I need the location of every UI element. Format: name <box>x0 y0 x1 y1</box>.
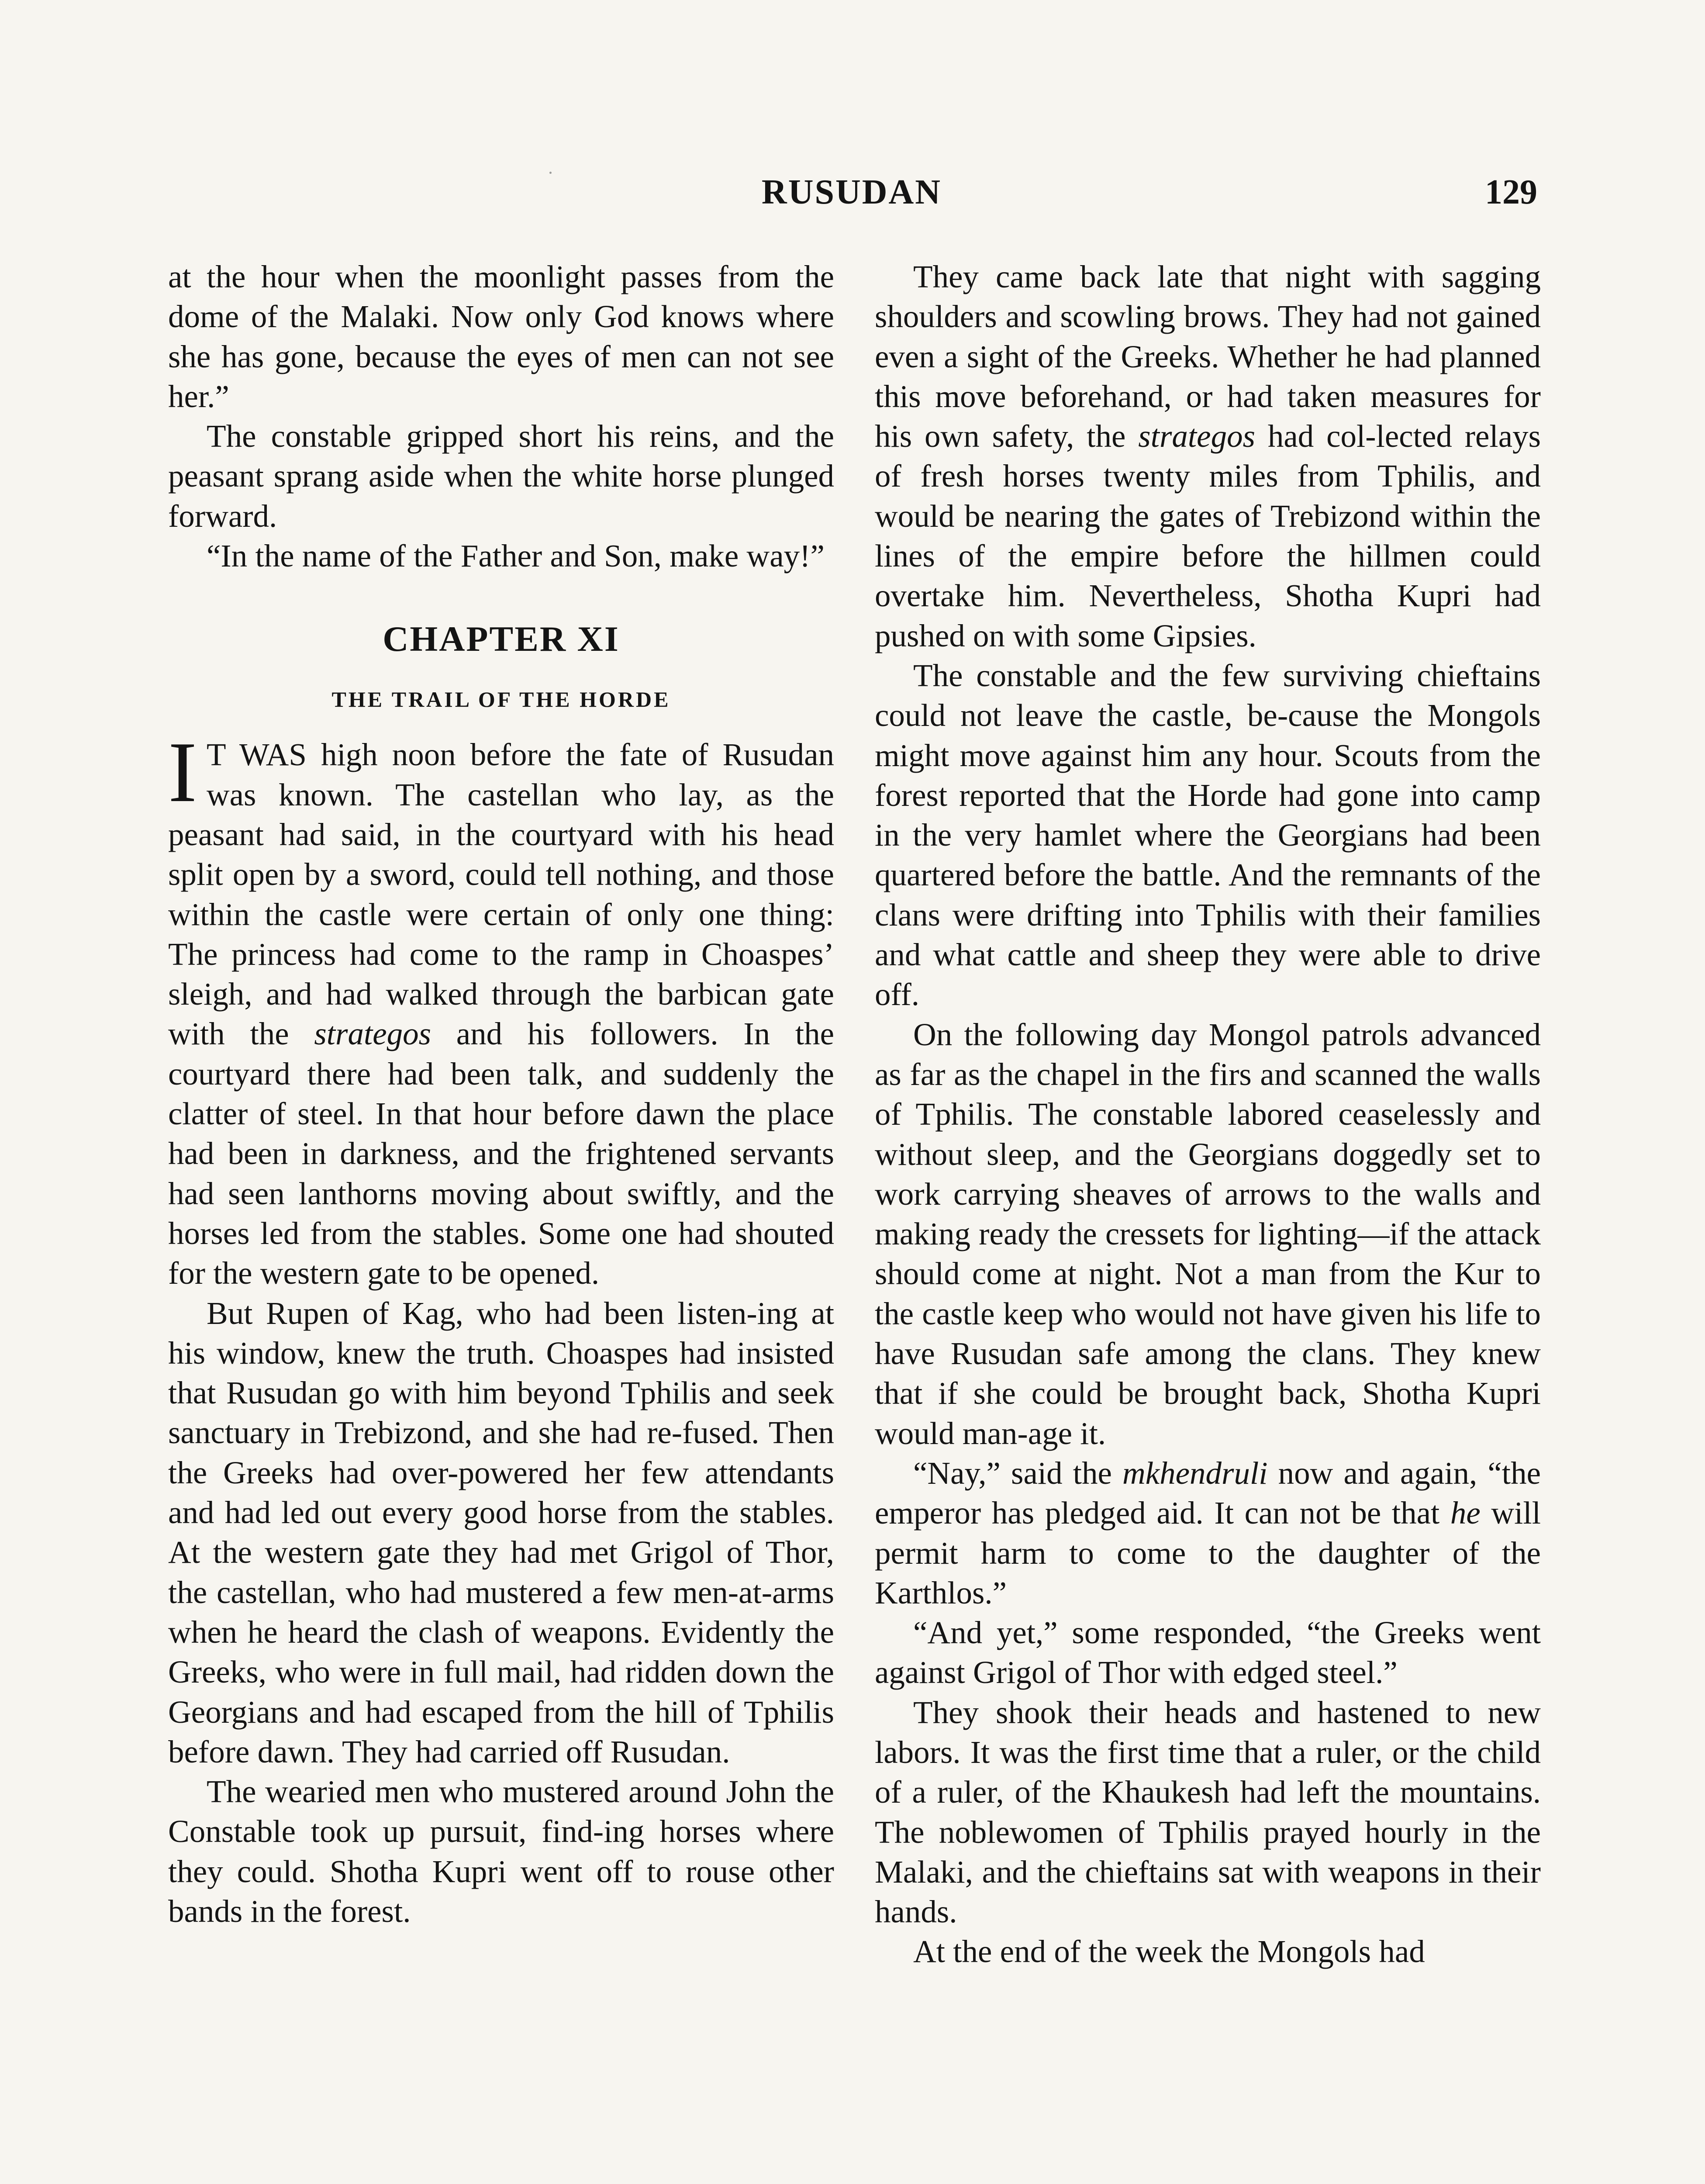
chapter-subtitle: THE TRAIL OF THE HORDE <box>331 687 671 712</box>
paragraph-text: They came back late that night with sagging shoulders and scowling brows. They had not gained even a sight of the Greeks. Whether he had planned this move beforehand, or had taken measures for his own safety, the <box>875 259 1541 454</box>
opening-small-caps: T WAS <box>206 737 307 773</box>
paragraph: The wearied men who mustered around John the Constable took up pursuit, find-ing horses where they could. Shotha Kupri went off to rouse other bands in the forest. <box>168 1774 834 1929</box>
running-title: RUSUDAN <box>761 173 942 211</box>
paragraph: On the following day Mongol patrols advanced as far as the chapel in the firs and scanned the walls of Tphilis. The constable labored ceaselessly and without sleep, and the Georgians doggedly set to work carrying sheaves of arrows to the walls and making ready the cressets for lighting—if the attack should come at night. Not a man from the Kur to the castle keep who would not have given his life to have Rusudan safe among the clans. They knew that if she could be brought back, Shotha Kupri would man-age it. <box>875 1016 1541 1451</box>
opening-paragraph <box>168 724 835 1293</box>
running-header <box>166 168 1537 216</box>
paragraph: They shook their heads and hastened to new labors. It was the first time that a ruler, or the child of a ruler, of the Khaukesh had left the mountains. The noblewomen of Tphilis prayed hourly in the Malaki, and the chieftains sat with weapons in their hands. <box>875 1694 1541 1930</box>
paragraph: at the hour when the moonlight passes from the dome of the Malaki. Now only God knows where she has gone, because the eyes of men can not see her.” <box>168 259 834 414</box>
italic-term: strategos <box>1138 418 1255 454</box>
page-number: 129 <box>1485 173 1537 211</box>
paragraph-text: “Nay,” said the <box>913 1455 1123 1491</box>
italic-term: strategos <box>314 1016 431 1052</box>
paragraph: “In the name of the Father and Son, make way!” <box>207 538 825 574</box>
paragraph <box>875 257 1541 656</box>
opening-text: high noon before the fate of Rusudan was known. The castellan who lay, as the peasant had said, in the courtyard with his head split open by a sword, could tell nothing, and those within the castle were certain of only one thing: The princess had come to the ramp in Choaspes’ sleigh, and had walked through the barbican gate with the <box>168 737 834 1052</box>
paragraph: But Rupen of Kag, who had been listen-ing at his window, knew the truth. Choaspes had insisted that Rusudan go with him beyond Tphilis and seek sanctuary in Trebizond, and she had re-fused. Then the Greeks had over-powered her few attendants and had led out every good horse from the stables. At the western gate they had met Grigol of Thor, the castellan, who had mustered a few men-at-arms when he heard the clash of weapons. Evidently the Greeks, who were in full mail, had ridden down the Georgians and had escaped from the hill of Tphilis before dawn. They had carried off Rusudan. <box>168 1295 834 1769</box>
paragraph: “And yet,” some responded, “the Greeks went against Grigol of Thor with edged steel.” <box>875 1615 1541 1690</box>
paragraph: The constable gripped short his reins, and the peasant sprang aside when the white horse plunged forward. <box>168 418 834 534</box>
left-column <box>168 257 834 1931</box>
paragraph: The constable and the few surviving chieftains could not leave the castle, be-cause the Mongols might move against him any hour. Scouts from the forest reported that the Horde had gone into camp in the very hamlet where the Georgians had been quartered before the battle. And the remnants of the clans were drifting into Tphilis with their families and what cattle and sheep they were able to drive off. <box>875 657 1541 1013</box>
paragraph-text: will permit harm to come to the daughter of the Karthlos.” <box>875 1495 1541 1610</box>
opening-text-end: and his followers. In the courtyard there had been talk, and suddenly the clatter of steel. In that hour before dawn the place had been in darkness, and the frightened servants had seen lanthorns moving about swiftly, and the horses led from the stables. Some one had shouted for the western gate to be opened. <box>168 1016 835 1291</box>
italic-term: mkhendruli <box>1122 1455 1268 1491</box>
drop-cap: I <box>168 724 197 820</box>
paragraph-text: had col-lected relays of fresh horses twenty miles from Tphilis, and would be nearing the gates of Trebizond within the lines of the empire before the hillmen could overtake him. Nevertheless, Shotha Kupri had pushed on with some Gipsies. <box>875 418 1541 653</box>
italic-term: he <box>1450 1495 1481 1531</box>
paragraph <box>875 1453 1541 1613</box>
paragraph-text: now and again, “the emperor has pledged aid. It can not be that <box>875 1455 1541 1531</box>
paragraph: At the end of the week the Mongols had <box>913 1934 1425 1970</box>
right-column <box>875 257 1541 1972</box>
chapter-title: CHAPTER XI <box>383 619 620 659</box>
